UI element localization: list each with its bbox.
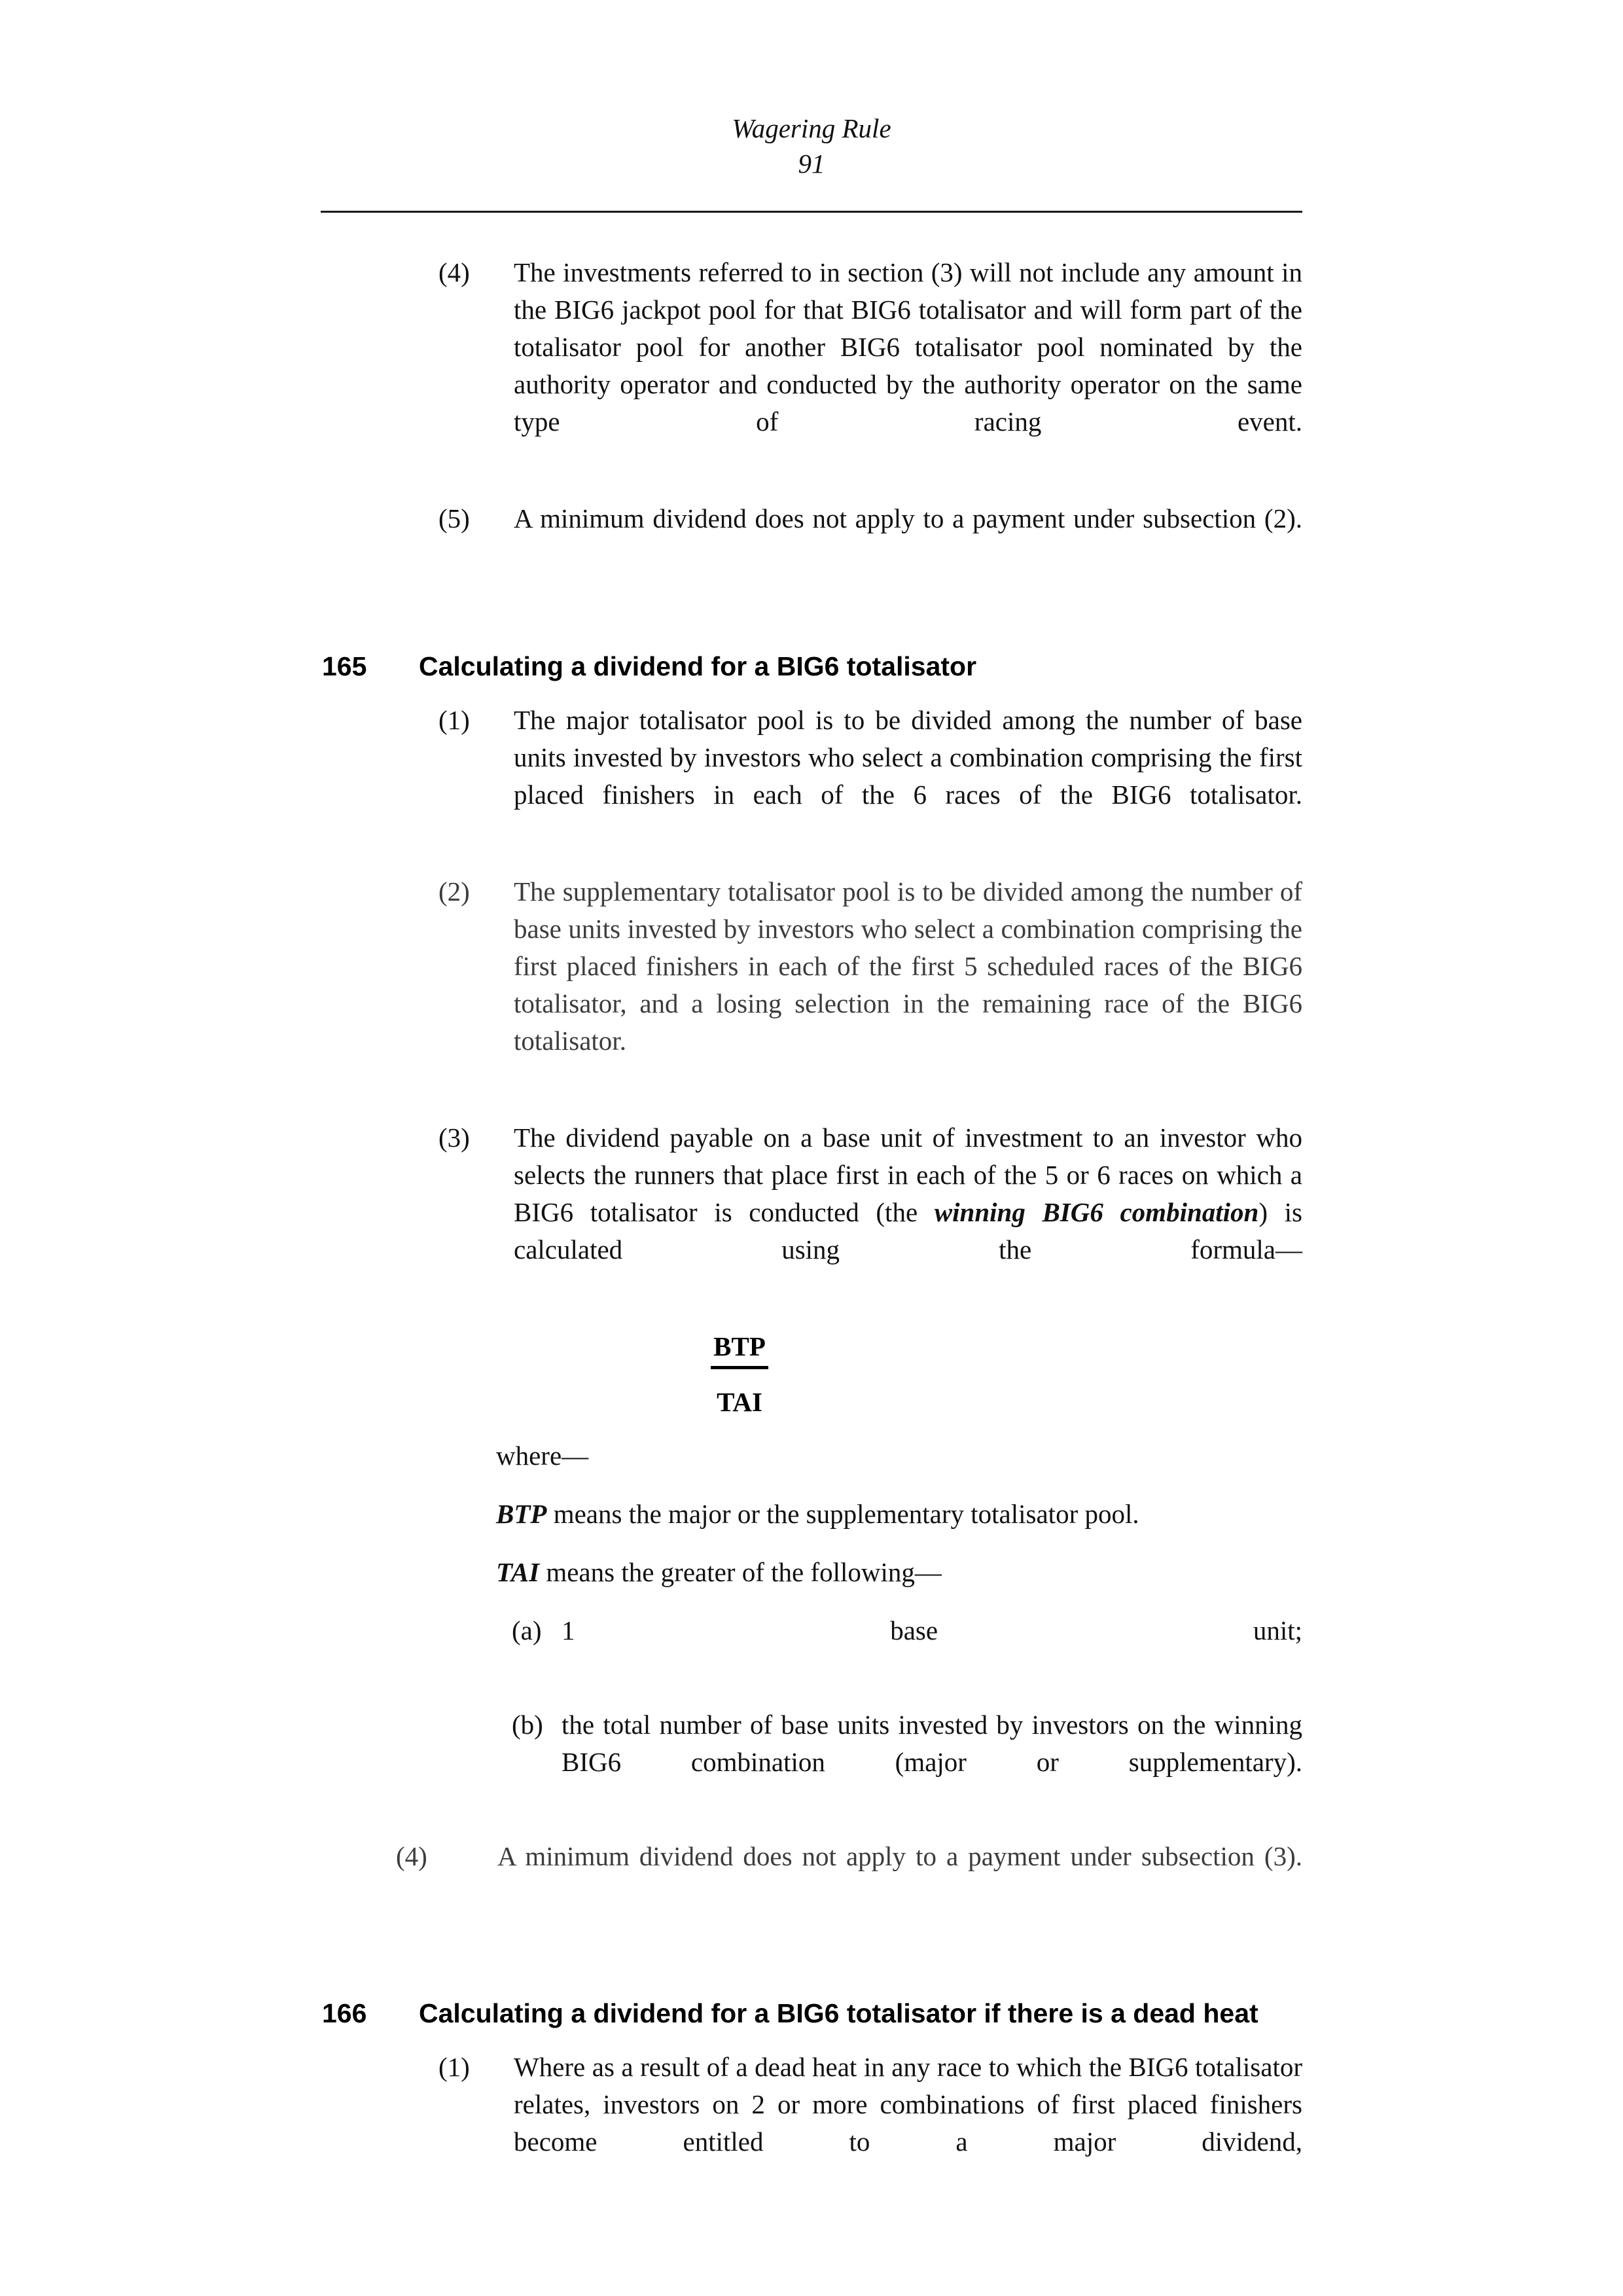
- list-item-b: [0, 1706, 1623, 1818]
- list-item-text: 1 base unit;: [562, 1615, 1302, 1645]
- subsection-text: The investments referred to in section (3) will not include any amount in the BIG6 jackpot pool for that BIG6 totalisator and will form part of the totalisator pool for another BIG6 totalisator pool nominated by the authority operator and conducted by the authority operator on the same type of racing event.: [514, 257, 1302, 437]
- header-page-number: 91: [798, 149, 825, 179]
- list-item-text: the total number of base units invested by investors on the winning BIG6 combination (major or supplementary).: [562, 1710, 1302, 1777]
- definition-btp: [0, 1496, 1623, 1533]
- section-title: Calculating a dividend for a BIG6 totalisator: [419, 651, 977, 681]
- definition-term-btp: BTP: [496, 1499, 547, 1529]
- subsection-marker: (4): [396, 1841, 427, 1871]
- where-label: [0, 1437, 1623, 1475]
- page-header: [321, 111, 1302, 182]
- definition-text-btp: means the major or the supplementary totalisator pool.: [546, 1499, 1139, 1529]
- definition-tai: [0, 1554, 1623, 1591]
- subsection-165-3: [0, 1119, 1623, 1306]
- subsection-marker: (2): [438, 876, 470, 906]
- subsection-165-1: [0, 702, 1623, 851]
- subsection-165-4: [0, 1838, 1623, 1912]
- subsection-text: The major totalisator pool is to be divided among the number of base units invested by investors who select a combination comprising the first placed finishers in each of the 6 races of the BIG6 totalisator.: [514, 705, 1302, 810]
- subsection-text: A minimum dividend does not apply to a payment under subsection (2).: [514, 503, 1302, 533]
- spacer: [0, 1935, 1623, 1995]
- defined-term-winning-big6-combination: winning BIG6 combination: [934, 1197, 1259, 1227]
- page-body: [0, 254, 1623, 2220]
- subsection-166-1: [0, 2049, 1623, 2198]
- list-item-marker: (a): [512, 1615, 542, 1645]
- fraction-numerator: BTP: [711, 1328, 768, 1369]
- header-divider: [321, 211, 1302, 213]
- section-number: 165: [322, 651, 367, 681]
- subsection-text: Where as a result of a dead heat in any race to which the BIG6 totalisator relates, investors on 2 or more combinations of first placed finishers become entitled to a major dividend,: [514, 2052, 1302, 2157]
- list-item-a: [0, 1612, 1623, 1687]
- section-number: 166: [322, 1998, 367, 2028]
- section-heading-166: [0, 1995, 1623, 2032]
- subsection-text-before: The dividend payable on a base unit of investment to an investor who selects the runners that place first in each of the 5 or 6 races on which a BIG6 totalisator is conducted (the: [514, 1122, 1302, 1227]
- fraction: [711, 1328, 768, 1420]
- subsection-164-5: [0, 500, 1623, 575]
- section-title: Calculating a dividend for a BIG6 totalisator if there is a dead heat: [419, 1998, 1258, 2028]
- spacer: [0, 597, 1623, 648]
- definition-text-tai: means the greater of the following—: [539, 1557, 942, 1587]
- subsection-marker: (5): [438, 503, 470, 533]
- subsection-text: A minimum dividend does not apply to a payment under subsection (3).: [497, 1841, 1302, 1871]
- subsection-165-2: [0, 873, 1623, 1097]
- subsection-marker: (3): [438, 1122, 470, 1153]
- list-item-marker: (b): [512, 1710, 543, 1740]
- fraction-denominator: TAI: [717, 1387, 762, 1417]
- subsection-marker: (4): [438, 257, 470, 287]
- where-text: where—: [496, 1441, 589, 1471]
- section-heading-165: [0, 648, 1623, 685]
- formula-block: [0, 1328, 1623, 1420]
- subsection-marker: (1): [438, 2052, 470, 2082]
- subsection-164-4: [0, 254, 1623, 478]
- subsection-text: The supplementary totalisator pool is to be divided among the number of base units invested by investors who select a combination comprising the first placed finishers in each of the first 5 scheduled races of the BIG6 totalisator, and a losing selection in the remaining race of the BIG6 totalisator.: [514, 876, 1302, 1056]
- subsection-text-after: ) is calculated using the formula—: [514, 1197, 1302, 1265]
- subsection-marker: (1): [438, 705, 470, 735]
- definition-term-tai: TAI: [496, 1557, 540, 1587]
- header-title: Wagering Rule: [732, 113, 891, 143]
